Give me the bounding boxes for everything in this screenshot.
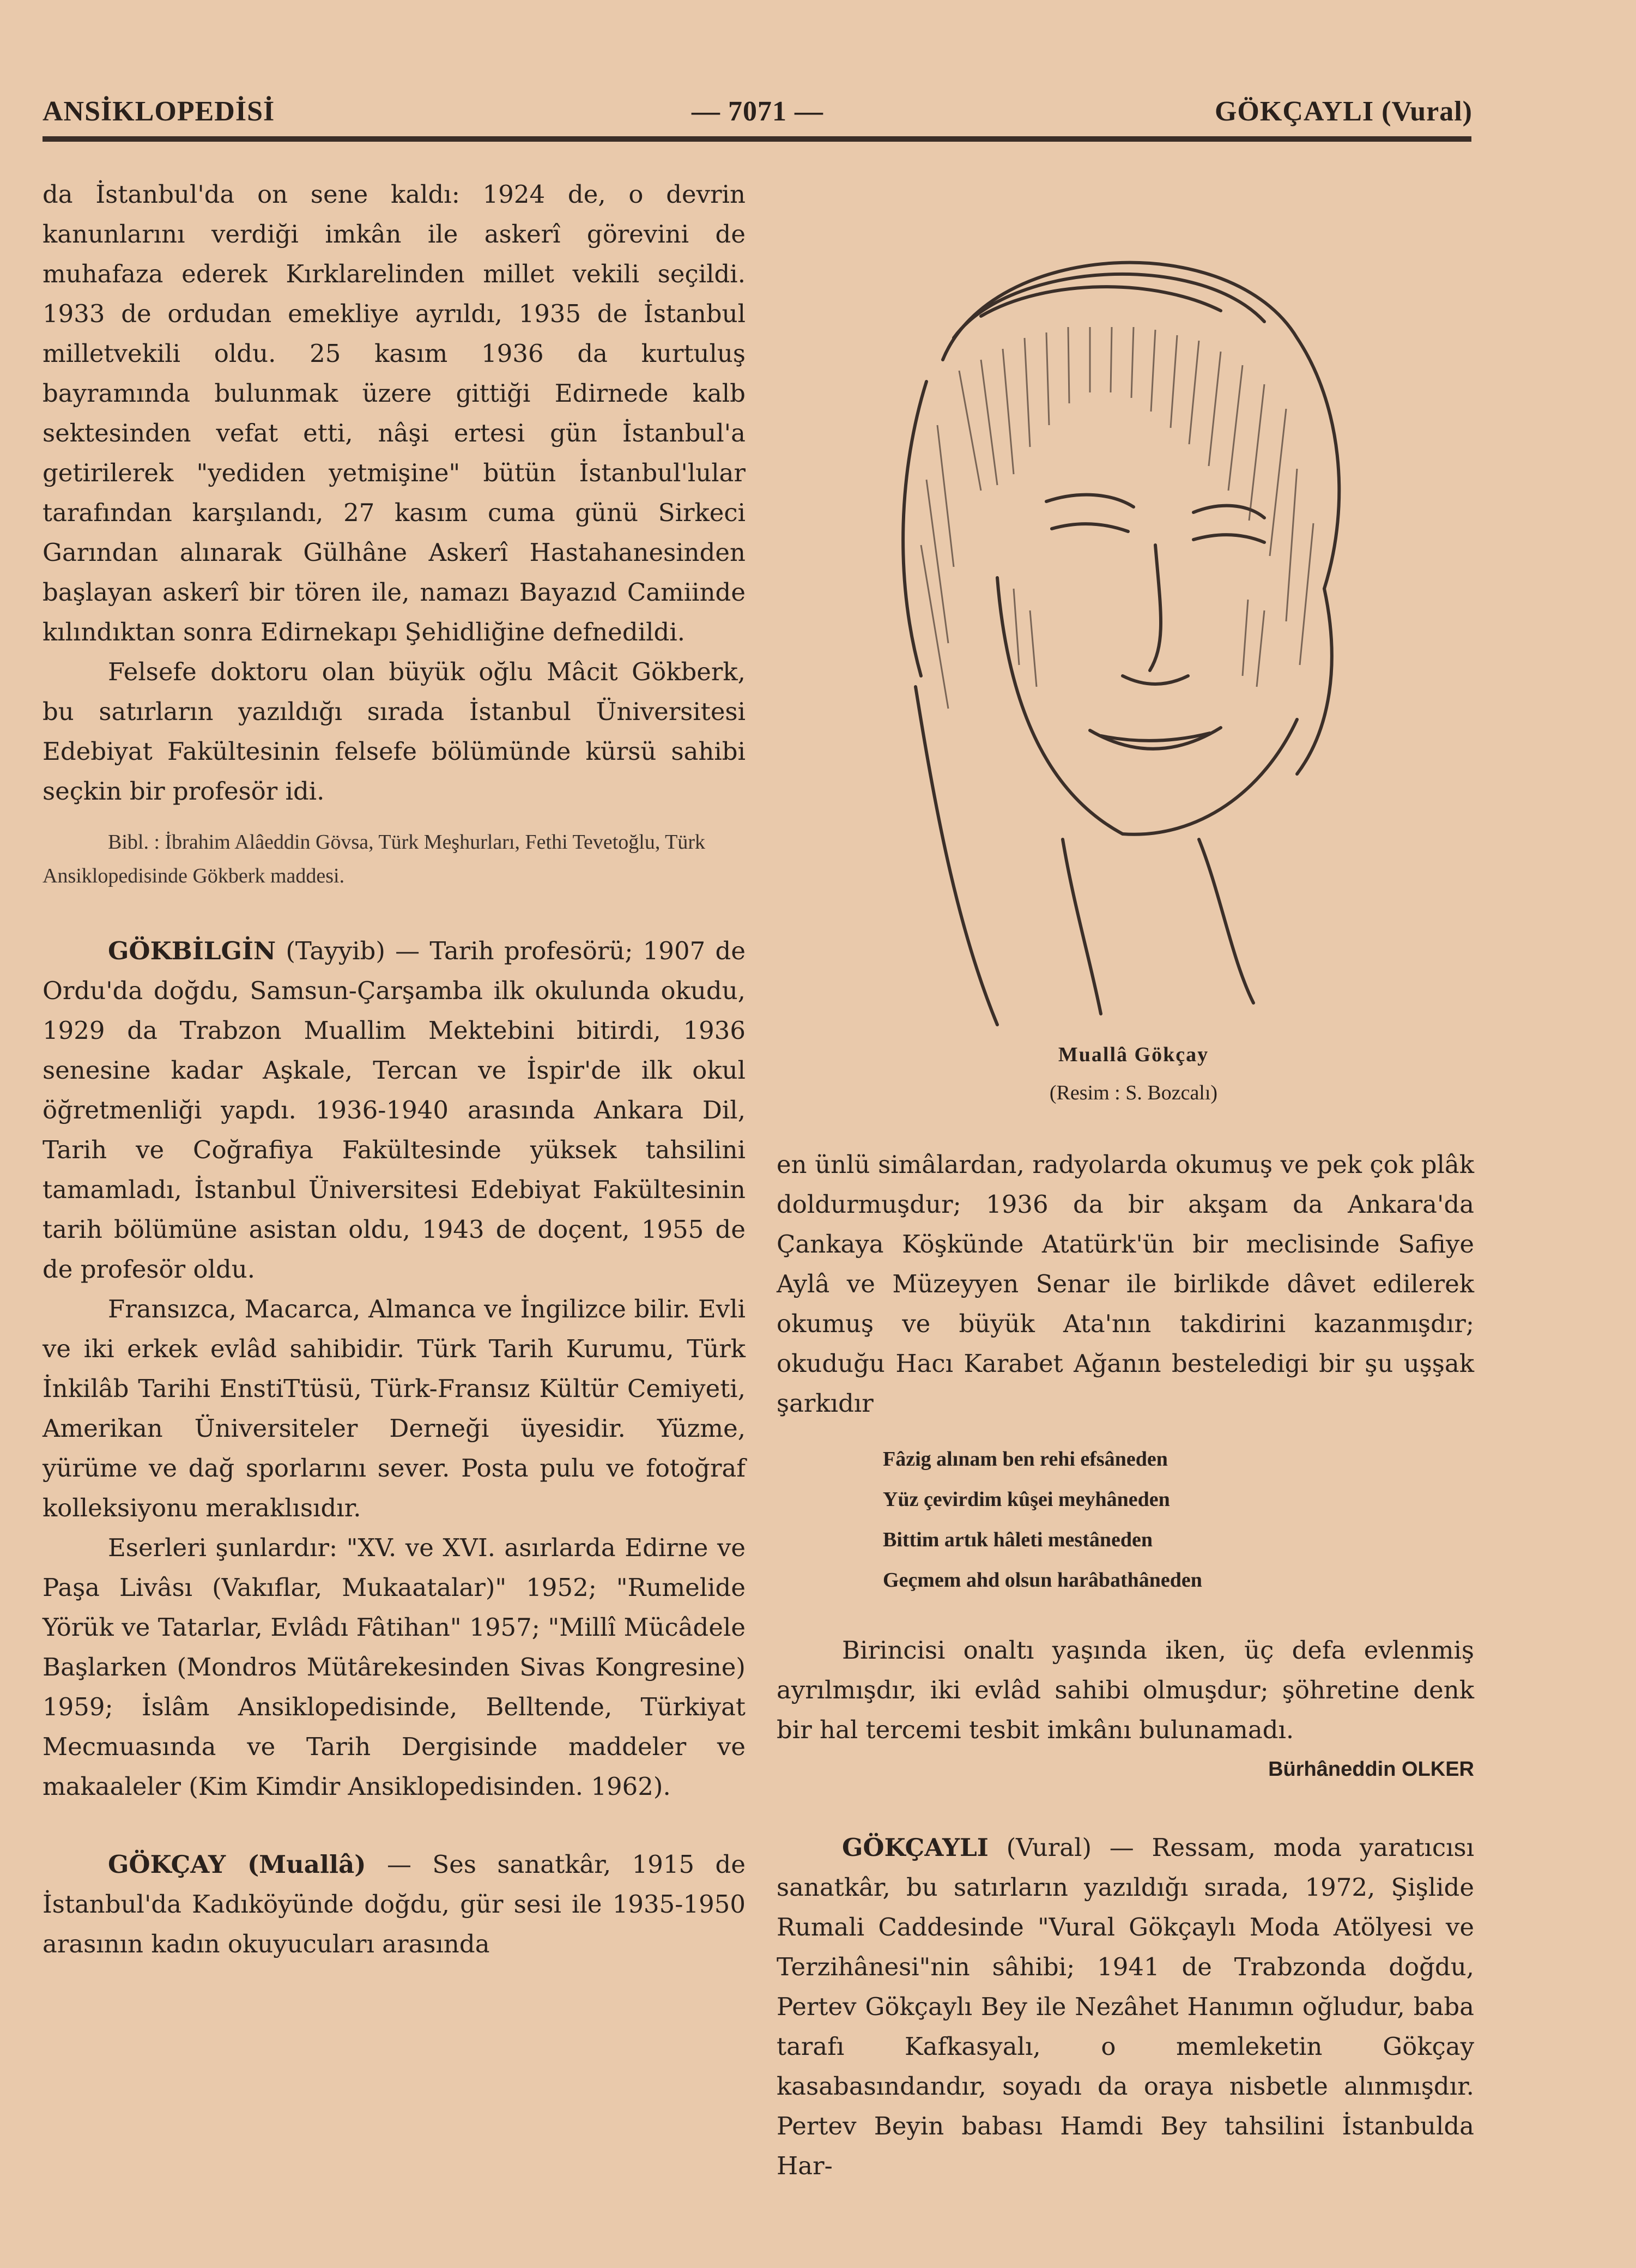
left-column — [43, 174, 746, 1964]
header-rule — [43, 136, 1471, 142]
page-number: — 7071 — — [692, 96, 823, 127]
entry-gokbilgin — [43, 931, 746, 1289]
entry-gokbilgin-text: (Tayyib) — Tarih profesörü; 1907 de Ordu'da doğdu, Samsun-Çarşamba ilk okulunda okudu, 1929 da Trabzon Muallim Mektebini bitirdi, 1936 senesine kadar Aşkale, Tercan ve İspir'de ilk okul öğretmenliği yapdı. 1936-1940 arasında Ankara Dil, Tarih ve Coğrafiya Fakültesinde yüksek tahsilini tamamladı, İstanbul Üniversitesi Edebiyat Fakültesinin tarih bölümüne asistan oldu, 1943 de doçent, 1955 de de profesör oldu. — [43, 936, 746, 1284]
entry-gokcayli — [777, 1828, 1474, 2186]
entry-title-gokcay: GÖKÇAY — [108, 1850, 226, 1879]
right-column — [777, 1145, 1474, 2186]
entry-title-gokcayli-paren: (Vural) — [988, 1833, 1092, 1862]
entry-gokbilgin-para2: Fransızca, Macarca, Almanca ve İngilizce bilir. Evli ve iki erkek evlâd sahibidir. Türk Tarih Kurumu, Türk İnkilâb Tarihi EnstiTtüsü, Türk-Fransız Kültür Cemiyeti, Amerikan Üniversiteler Derneği üyesidir. Yüzme, yürüme ve dağ sporlarını sever. Posta pulu ve fotoğraf kolleksiyonu meraklısıdır. — [43, 1295, 746, 1522]
entry-title-gokcayli: GÖKÇAYLI — [842, 1833, 989, 1862]
lyric-line: Fâzig alınam ben rehi efsâneden — [883, 1448, 1168, 1471]
author-signature: Bürhâneddin OLKER — [1268, 1758, 1474, 1781]
entry-gokcay-text: — Ses sanatkâr, 1915 de İstanbul'da Kadıköyünde doğdu, gür sesi ile 1935-1950 arasının kadın okuyucuları arasında — [43, 1850, 746, 1958]
entry-gokcayli-text: — Ressam, moda yaratıcısı sanatkâr, bu satırların yazıldığı sırada, 1972, Şişlide Rumali Caddesinde "Vural Gökçaylı Moda Atölyesi ve Terzihânesi"nin sâhibi; 1941 de Trabzonda doğdu, Pertev Gökçaylı Bey ile Nezâhet Hanımın oğludur, baba tarafı Kafkasyalı, o memleketin Gökçay kasabasındandır, soyadı da oraya nisbetle alınmışdır. Pertev Beyin babası Hamdi Bey tahsilini İstanbulda Har- — [777, 1833, 1475, 2180]
entry-gokcay — [43, 1844, 746, 1964]
entry-gokcay-continued: en ünlü simâlardan, radyolarda okumuş ve pek çok plâk doldurmuşdur; 1936 da bir akşam da Ankara'da Çankaya Köşkünde Atatürk'ün bir meclisinde Safiye Aylâ ve Müzeyyen Senar ile birlikde dâvet edilerek okumuş ve büyük Ata'nın takdirini kazanmışdır; okuduğu Hacı Karabet Ağanın besteledigi bir şu uşşak şarkıdır — [777, 1150, 1474, 1418]
son-paragraph: Felsefe doktoru olan büyük oğlu Mâcit Gökberk, bu satırların yazıldığı sırada İstanbul Üniversitesi Edebiyat Fakültesinin felsefe bölümünde kürsü sahibi seçkin bir profesör idi. — [43, 657, 746, 806]
entry-gokcay-end: Birincisi onaltı yaşında iken, üç defa evlenmiş ayrılmışdır, iki evlâd sahibi olmuşdur; şöhretine denk bir hal tercemi tesbit imkânı bulunamadı. — [777, 1636, 1474, 1744]
song-lyrics — [883, 1439, 1428, 1600]
entry-title-gokcay-paren: (Muallâ) — [226, 1850, 366, 1879]
bibliography: Bibl. : İbrahim Alâeddin Gövsa, Türk Meşhurları, Fethi Tevetoğlu, Türk Ansiklopedisinde Gökberk maddesi. — [43, 831, 706, 887]
running-head-left: ANSİKLOPEDİSİ — [43, 96, 275, 127]
continued-entry-text: da İstanbul'da on sene kaldı: 1924 de, o devrin kanunlarını verdiği imkân ile askerî görevini de muhafaza ederek Kırklarelinden millet vekili seçildi. 1933 de ordudan emekliye ayrıldı, 1935 de İstanbul milletvekili oldu. 25 kasım 1936 da kurtuluş bayramında bulunmak üzere gittiği Edirnede kalb sektesinden vefat etti, nâşi ertesi gün İstanbul'a getirilerek "yediden yetmişine" bütün İstanbul'lular tarafından karşılandı, 27 kasım cuma günü Sirkeci Garından alınarak Gülhâne Askerî Hastahanesinden başlayan askerî bir tören ile, namazı Bayazıd Camiinde kılındıktan sonra Edirnekapı Şehidliğine defnedildi. — [43, 180, 746, 646]
lyric-line: Geçmem ahd olsun harâbathâneden — [883, 1569, 1202, 1592]
lyric-line: Bittim artık hâleti mestâneden — [883, 1528, 1153, 1551]
running-head-right: GÖKÇAYLI (Vural) — [1214, 96, 1473, 127]
portrait-caption-credit: (Resim : S. Bozcalı) — [1049, 1081, 1218, 1104]
entry-gokbilgin-para3: Eserleri şunlardır: "XV. ve XVI. asırlarda Edirne ve Paşa Livâsı (Vakıflar, Mukaatalar)" 1952; "Rumelide Yörük ve Tatarlar, Evlâdı Fâtihan" 1957; "Millî Mücâdele Başlarken (Mondros Mütârekesinden Sivas Kongresine) 1959; İslâm Ansiklopedisinde, Belltende, Türkiyat Mecmuasında ve Tarih Dergisinde maddeler ve makaaleler (Kim Kimdir Ansiklopedisinden. 1962). — [43, 1533, 746, 1801]
portrait-caption-name: Muallâ Gökçay — [1058, 1043, 1209, 1066]
portrait-illustration — [817, 196, 1439, 1036]
entry-title-gokbilgin: GÖKBİLGİN — [108, 936, 276, 965]
lyric-line: Yüz çevirdim kûşei meyhâneden — [883, 1488, 1170, 1511]
